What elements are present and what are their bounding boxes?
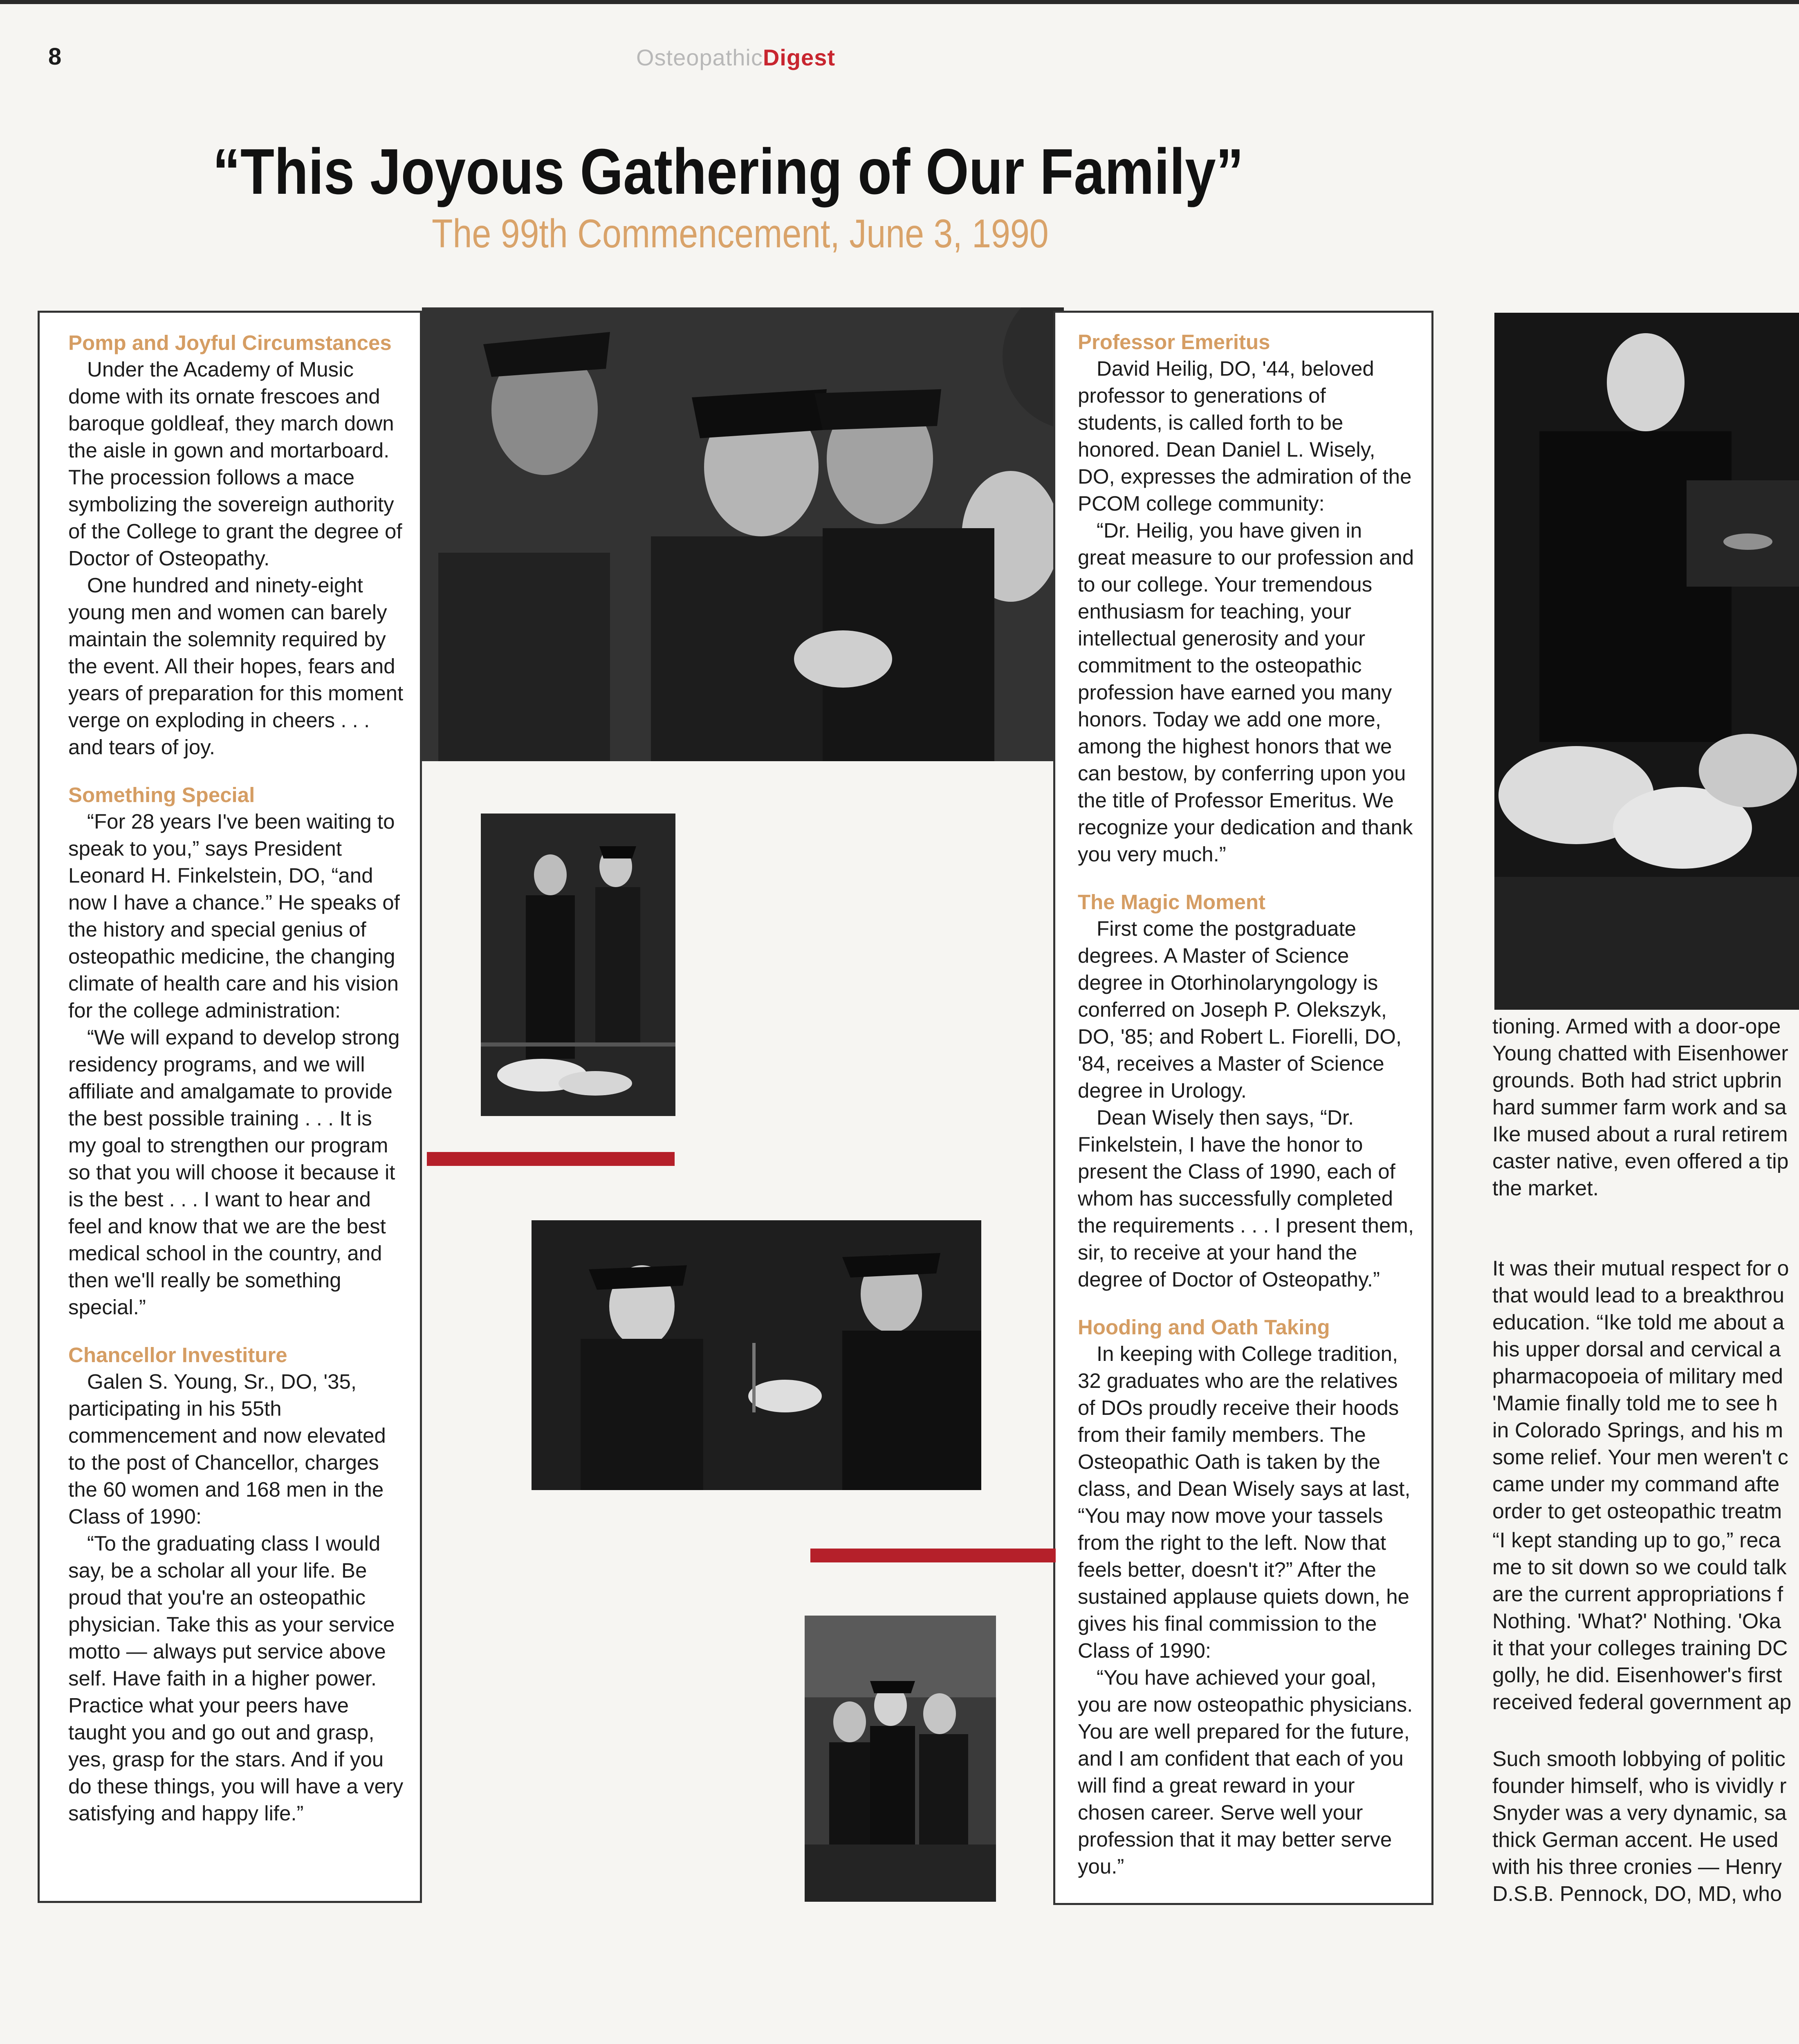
text-line: the market. [1492,1177,1599,1200]
text-line: pharmacopoeia of military med [1492,1365,1783,1388]
column-4-text-a [1492,1013,1789,1202]
text-line: his upper dorsal and cervical a [1492,1338,1781,1361]
text-line: education. “Ike told me about a [1492,1311,1785,1334]
text-line: in Colorado Springs, and his m [1492,1419,1783,1442]
text-line: are the current appropriations f [1492,1582,1783,1606]
section-heading: Something Special [68,783,255,807]
text-line: founder himself, who is vividly r [1492,1774,1787,1798]
running-header [636,44,835,71]
scan-edge [0,0,1799,4]
body-paragraph: “Dr. Heilig, you have given in great measure to our profession and to our college. Your tremendous enthusiasm for teaching, your intellectual generosity and your commitment to the osteopathic profession have earned you many honors. Today we add one more, among the highest honors that we can bestow, by conferring upon you the title of Professor Emeritus. We recognize your dedication and thank you very much.” [1078,519,1414,866]
column-3-box [1053,311,1433,1905]
text-line: Snyder was a very dynamic, sa [1492,1801,1787,1825]
graduates-group-photo [805,1616,996,1902]
text-line: hard summer farm work and sa [1492,1096,1787,1119]
text-line: It was their mutual respect for o [1492,1257,1789,1280]
text-line: thick German accent. He used [1492,1828,1779,1852]
text-line: me to sit down so we could talk [1492,1555,1787,1579]
section-gap [68,761,404,782]
text-line: golly, he did. Eisenhower's first [1492,1663,1782,1687]
page-number: 8 [48,43,62,70]
body-paragraph: Dean Wisely then says, “Dr. Finkelstein, I have the honor to present the Class of 1990, each of whom has successfully completed the requirements . . . I present them, sir, to receive at your hand the degree of Doctor of Osteopathy.” [1078,1106,1414,1291]
red-divider-right [810,1549,1056,1562]
body-paragraph: “We will expand to develop strong residency programs, and we will affiliate and amalgamate to provide the best possible training . . . It is my goal to strengthen our program so that you will choose it because it is the best . . . I want to hear and feel and know that we are the best medical school in the country, and then we'll really be something special.” [68,1026,400,1319]
section-heading: Hooding and Oath Taking [1078,1316,1330,1339]
body-paragraph: “You have achieved your goal, you are now osteopathic physicians. You are well prepared for the future, and I am confident that each of you will find a great reward in your chosen career. Serve well your profession that it may better serve you.” [1078,1666,1413,1878]
section-gap [68,1321,404,1342]
text-line: Such smooth lobbying of politic [1492,1747,1786,1771]
article-title: “This Joyous Gathering of Our Family” [213,136,1244,208]
body-paragraph: In keeping with College tradition, 32 graduates who are the relatives of DOs proudly receive their hoods from their family members. The Osteopathic Oath is taken by the class, and Dean Wisely says at last, “You may now move your tassels from the right to the left. Now that feels better, doesn't it?” After the sustained applause quiets down, he gives his final commission to the Class of 1990: [1078,1342,1411,1662]
text-line: some relief. Your men weren't c [1492,1446,1788,1469]
text-line: Ike mused about a rural retirem [1492,1123,1788,1146]
graduates-handshake-photo [422,307,1064,761]
body-paragraph: “For 28 years I've been waiting to speak to you,” says President Leonard H. Finkelstein, DO, “and now I have a chance.” He speaks of the history and special genius of osteopathic medicine, the changing climate of health care and his vision for the college administration: [68,810,400,1022]
section-heading: Pomp and Joyful Circumstances [68,331,392,354]
red-divider-left [427,1152,675,1166]
section-heading: Professor Emeritus [1078,330,1270,354]
text-line: Young chatted with Eisenhower [1492,1042,1788,1065]
header-bold: Digest [763,45,835,70]
text-line: “I kept standing up to go,” reca [1492,1529,1781,1552]
body-paragraph: “To the graduating class I would say, be a scholar all your life. Be proud that you're an osteopathic physician. Take this as your service motto — always put service above self. Have faith in a higher power. Practice what your peers have taught you and go out and grasp, yes, grasp for the stars. And if you do these things, you will have a very satisfying and happy life.” [68,1532,404,1825]
column-4-text-d [1492,1746,1787,1907]
diploma-handshake-photo [532,1220,981,1490]
header-light: Osteopathic [636,45,763,70]
section-heading: Chancellor Investiture [68,1343,287,1367]
column-1-box [38,311,422,1903]
body-paragraph: First come the postgraduate degrees. A Master of Science degree in Otorhinolaryngology is conferred on Joseph P. Olekszyk, DO, '85; and Robert L. Fiorelli, DO, '84, receives a Master of Science degree in Urology. [1078,917,1402,1102]
section-heading: The Magic Moment [1078,890,1266,914]
text-line: grounds. Both had strict upbrin [1492,1069,1782,1092]
text-line: it that your colleges training DC [1492,1636,1788,1660]
text-line: tioning. Armed with a door-ope [1492,1015,1781,1038]
text-line: came under my command afte [1492,1472,1780,1496]
section-gap [1078,868,1415,889]
podium-photo [481,814,675,1116]
text-line: caster native, even offered a tip [1492,1150,1789,1173]
body-paragraph: Under the Academy of Music dome with its ornate frescoes and baroque goldleaf, they march down the aisle in gown and mortarboard. The procession follows a mace symbolizing the sovereign authority of the College to grant the degree of Doctor of Osteopathy. [68,358,402,570]
column-4-text-b [1492,1255,1789,1525]
body-paragraph: Galen S. Young, Sr., DO, '35, participating in his 55th commencement and now elevated to the post of Chancellor, charges the 60 women and 168 men in the Class of 1990: [68,1370,386,1528]
article-subtitle: The 99th Commencement, June 3, 1990 [432,211,1049,256]
section-gap [1078,1293,1415,1314]
text-line: 'Mamie finally told me to see h [1492,1392,1778,1415]
text-line: with his three cronies — Henry [1492,1855,1782,1879]
body-paragraph: David Heilig, DO, '44, beloved professor to generations of students, is called forth to be honored. Dean Daniel L. Wisely, DO, expresses the admiration of the PCOM college community: [1078,357,1412,515]
text-line: that would lead to a breakthrou [1492,1284,1785,1307]
speaker-podium-photo [1494,313,1799,1010]
body-paragraph: One hundred and ninety-eight young men and women can barely maintain the solemnity required by the event. All their hopes, fears and years of preparation for this moment verge on exploding in cheers . . . and tears of joy. [68,574,404,759]
text-line: D.S.B. Pennock, DO, MD, who [1492,1882,1782,1906]
column-4-text-c [1492,1527,1791,1716]
text-line: order to get osteopathic treatm [1492,1499,1782,1523]
text-line: received federal government ap [1492,1690,1792,1714]
text-line: Nothing. 'What?' Nothing. 'Oka [1492,1609,1781,1633]
